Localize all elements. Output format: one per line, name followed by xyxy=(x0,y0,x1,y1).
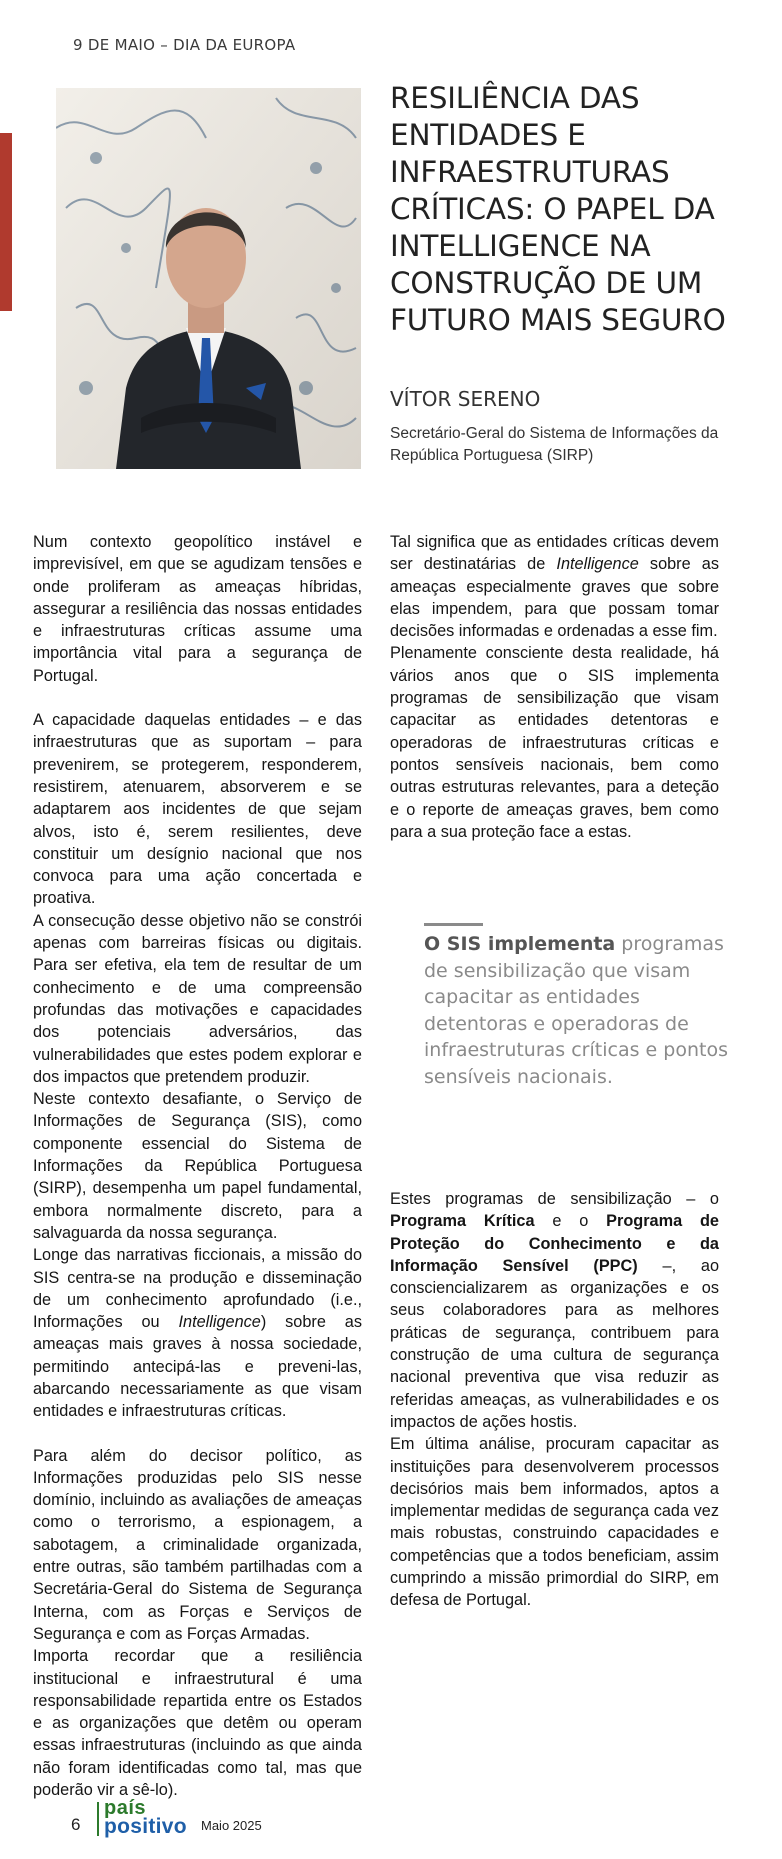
paragraph: Importa recordar que a resiliência institucional e infraestrutural é uma responsabilidade repartida entre os Estados e as organizações que detêm ou operam essas infraestruturas (incluindo as que ainda não foram identificadas como tal, mas que poderão vir a sê-lo). xyxy=(33,1647,362,1800)
magazine-logo xyxy=(97,1798,193,1838)
author-photo xyxy=(56,88,361,469)
paragraph: A capacidade daquelas entidades – e das infraestruturas que as suportam – para prevenirem, se protegerem, responderem, resistirem, atenuarem, absorverem e se adaptarem aos incidentes de que sejam alvos, isto é, serem resilientes, deve constituir um desígnio nacional que nos convoca para uma ação concertada e proativa. xyxy=(33,711,362,908)
paragraph-text: sobre as ameaças especialmente graves que sobre elas impendem, para que possam tomar decisões informadas e ordenadas a esse fim. xyxy=(390,555,719,641)
paragraph xyxy=(390,1188,719,1433)
paragraph-text: Tal significa que as entidades críticas devem ser destinatárias de xyxy=(390,533,719,574)
author-role: Secretário-Geral do Sistema de Informações da República Portuguesa (SIRP) xyxy=(390,425,719,464)
paragraph: Neste contexto desafiante, o Serviço de Informações de Segurança (SIS), como componente essencial do Sistema de Informações da República Portuguesa (SIRP), desempenha um papel fundamental, embora normalmente discreto, para a salvaguarda da nossa segurança. xyxy=(33,1090,362,1242)
article-headline: RESILIÊNCIA DAS ENTIDADES E INFRAESTRUTURAS CRÍTICAS: O PAPEL DA INTELLIGENCE NA CONSTRUÇÃO DE UM FUTURO MAIS SEGURO xyxy=(390,81,726,337)
page-number: 6 xyxy=(71,1815,81,1834)
logo-word-bottom: positivo xyxy=(104,1815,187,1838)
left-column xyxy=(33,531,362,1801)
paragraph-text: Longe das narrativas ficcionais, a missão do SIS centra-se na produção e disseminação de um conhecimento aprofundado (i.e., Informações ou xyxy=(33,1246,362,1332)
author-name: VÍTOR SERENO xyxy=(390,387,541,411)
paragraph-text: Estes programas de sensibilização – o xyxy=(390,1190,719,1208)
right-column-bottom xyxy=(390,1188,719,1612)
program-name: Programa de Proteção do Conhecimento e da Informação Sensível (PPC) xyxy=(390,1212,719,1275)
program-name: Programa Krítica xyxy=(390,1212,535,1231)
emphasis-intelligence: Intelligence xyxy=(556,555,639,574)
paragraph xyxy=(33,1244,362,1422)
paragraph: Em última análise, procuram capacitar as instituições para desenvolverem processos decisórios mais bem informados, aptos a implementar medidas de segurança cada vez mais robustas, construindo capacidades e competências que a todos beneficiam, assim cumprindo a missão primordial do SIRP, em defesa de Portugal. xyxy=(390,1435,719,1610)
paragraph xyxy=(390,531,719,642)
paragraph-text: e o xyxy=(534,1212,607,1231)
paragraph-text: ) sobre as ameaças mais graves à nossa sociedade, permitindo antecipá-las e preveni-las, abarcando necessariamente as que visam entidades e infraestruturas críticas. xyxy=(33,1313,362,1421)
logo-divider xyxy=(97,1802,99,1836)
paragraph: Plenamente consciente desta realidade, há vários anos que o SIS implementa programas de sensibilização que visam capacitar as entidades detentoras e operadoras de infraestruturas críticas e pontos sensíveis nacionais, bem como outras estruturas relevantes, para a deteção e o reporte de ameaças graves, bem como para a sua proteção face a estas. xyxy=(390,644,719,841)
pull-quote-rule xyxy=(424,923,483,926)
accent-side-bar xyxy=(0,133,12,311)
issue-date: Maio 2025 xyxy=(201,1818,262,1833)
paragraph: Para além do decisor político, as Informações produzidas pelo SIS nesse domínio, incluindo as avaliações de ameaças como o terrorismo, a espionagem, a sabotagem, a criminalidade organizada, entre outras, são também partilhadas com a Secretária-Geral do Sistema de Segurança Interna, com as Forças e Serviços de Segurança e com as Forças Armadas. xyxy=(33,1446,362,1643)
pull-quote-text: programas de sensibilização que visam capacitar as entidades detentoras e operadoras de infraestruturas críticas e pontos sensíveis nacionais. xyxy=(424,933,728,1088)
section-kicker: 9 DE MAIO – DIA DA EUROPA xyxy=(73,36,296,54)
paragraph-text: –, ao consciencializarem as organizações e os seus colaboradores para as melhores práticas de segurança, contribuem para construção de uma cultura de segurança nacional preventiva que visa reduzir as referidas ameaças, as vulnerabilidades e os impactos de ações hostis. xyxy=(390,1256,719,1431)
paragraph: Num contexto geopolítico instável e imprevisível, em que se agudizam tensões e onde proliferam as ameaças híbridas, assegurar a resiliência das nossas entidades e infraestruturas críticas assume uma importância vital para a segurança de Portugal. xyxy=(33,533,362,685)
pull-quote-bold: O SIS implementa xyxy=(424,933,616,955)
emphasis-intelligence: Intelligence xyxy=(178,1313,261,1332)
right-column-top xyxy=(390,531,719,843)
pull-quote xyxy=(424,931,734,1090)
logo-word-top: país xyxy=(104,1797,147,1819)
paragraph: A consecução desse objetivo não se constrói apenas com barreiras físicas ou digitais. Para ser efetiva, ela tem de resultar de um conhecimento e de uma compreensão profundas das motivações e capacidades dos potenciais adversários, das vulnerabilidades que estes podem explorar e dos impactos que pretendem produzir. xyxy=(33,911,362,1086)
